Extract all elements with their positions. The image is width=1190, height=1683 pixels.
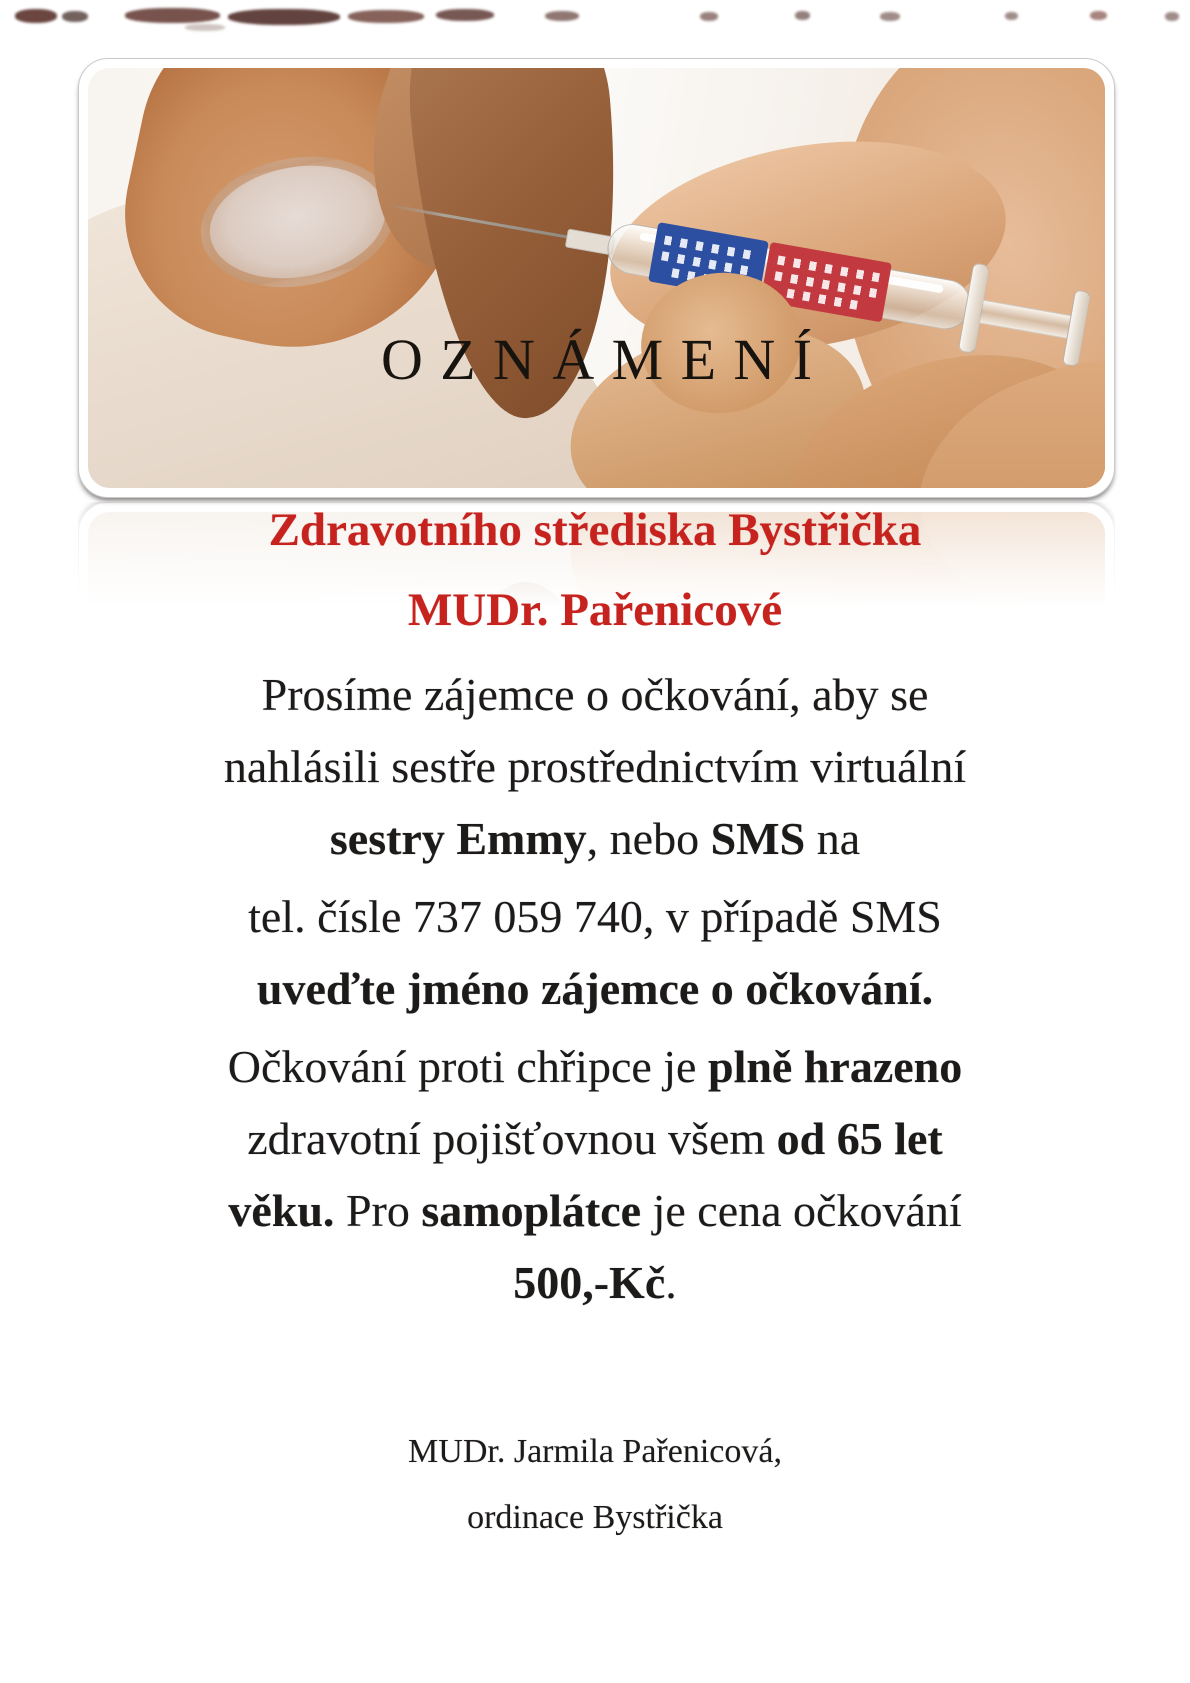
text-segment: zdravotní pojišťovnou všem xyxy=(247,1113,777,1164)
text-segment: nahlásili sestře prostřednictvím virtuální xyxy=(223,741,967,792)
text-segment: Prosíme zájemce o očkování, aby se xyxy=(261,669,929,720)
text-segment: Očkování proti chřipce je xyxy=(227,1041,708,1092)
text-line xyxy=(0,731,1190,803)
paragraph xyxy=(0,1031,1190,1319)
bold-text-segment: samoplátce xyxy=(421,1185,642,1236)
bold-text-segment: od 65 let xyxy=(776,1113,943,1164)
text-line xyxy=(0,1103,1190,1175)
body-text xyxy=(0,659,1190,1319)
bold-text-segment: sestry Emmy xyxy=(329,813,587,864)
heading-doctor: MUDr. Pařenicové xyxy=(407,584,783,637)
text-line xyxy=(0,1175,1190,1247)
paragraph xyxy=(0,659,1190,875)
text-segment: tel. čísle 737 059 740, v případě SMS xyxy=(248,891,942,942)
bold-text-segment: SMS xyxy=(710,813,806,864)
bold-text-segment: plně hrazeno xyxy=(707,1041,963,1092)
text-line xyxy=(0,659,1190,731)
photo-title-overlay: OZNÁMENÍ xyxy=(380,327,830,392)
text-segment: . xyxy=(665,1257,677,1308)
heading-clinic: Zdravotního střediska Bystřička xyxy=(268,504,922,556)
signature-office: ordinace Bystřička xyxy=(467,1499,723,1536)
text-segment: je cena očkování xyxy=(641,1185,962,1236)
syringe-needle xyxy=(389,204,573,239)
text-line xyxy=(0,881,1190,953)
scan-artifacts xyxy=(0,0,1190,40)
text-segment: Pro xyxy=(334,1185,422,1236)
bold-text-segment: 500,-Kč xyxy=(513,1257,666,1308)
text-segment: na xyxy=(805,813,861,864)
photo-frame xyxy=(78,58,1115,498)
signature-name: MUDr. Jarmila Pařenicová, xyxy=(408,1433,782,1470)
text-line xyxy=(0,803,1190,875)
vaccination-photo xyxy=(88,68,1105,488)
signature-block xyxy=(0,1430,1190,1540)
text-line xyxy=(0,1031,1190,1103)
text-segment: , nebo xyxy=(586,813,711,864)
paragraph xyxy=(0,881,1190,1025)
bold-text-segment: věku. xyxy=(228,1185,335,1236)
text-line xyxy=(0,953,1190,1025)
text-line xyxy=(0,1247,1190,1319)
bold-text-segment: uveďte jméno zájemce o očkování. xyxy=(256,963,934,1014)
announcement-headings xyxy=(0,503,1190,637)
